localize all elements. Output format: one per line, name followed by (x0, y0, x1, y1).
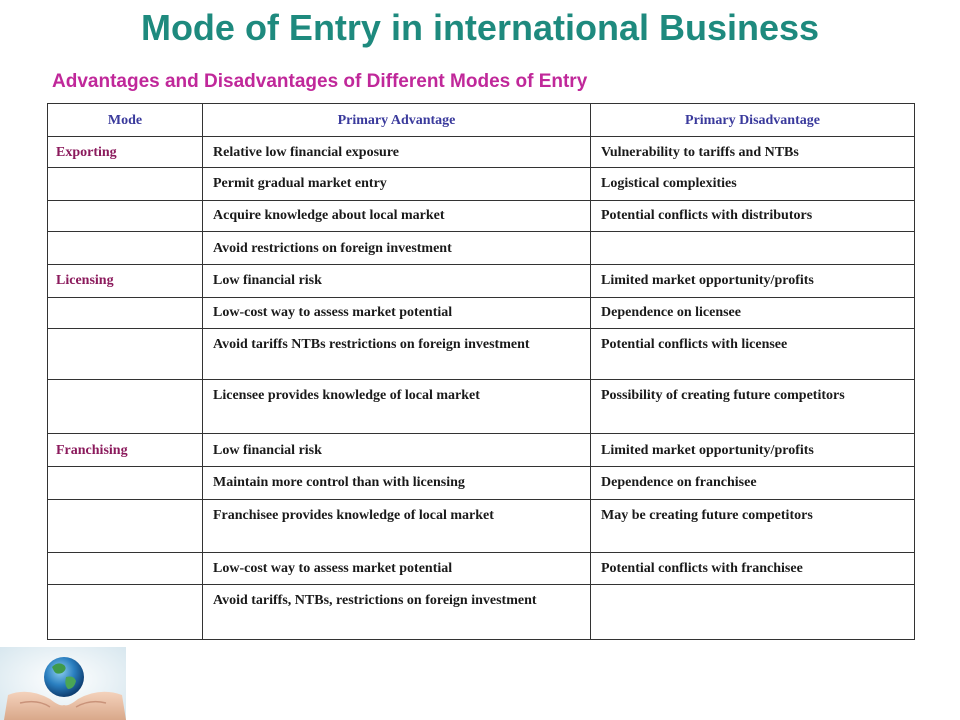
disadvantage-cell: Logistical complexities (591, 168, 915, 200)
advantage-cell: Relative low financial exposure (203, 137, 591, 168)
table-row (48, 380, 915, 434)
table-row (48, 467, 915, 499)
advantage-cell: Maintain more control than with licensing (203, 467, 591, 499)
disadvantage-cell: Limited market opportunity/profits (591, 433, 915, 466)
mode-cell (48, 585, 203, 640)
header-primary-advantage: Primary Advantage (203, 104, 591, 137)
disadvantage-cell: Potential conflicts with distributors (591, 200, 915, 231)
table-row (48, 297, 915, 328)
advantage-text: Avoid tariffs, NTBs, restrictions on foreign investment (213, 593, 537, 609)
table-row (48, 585, 915, 640)
table-row (48, 553, 915, 585)
disadvantage-text: May be creating future competitors (601, 507, 813, 523)
table-row (48, 499, 915, 553)
mode-cell (48, 231, 203, 264)
advantage-cell (203, 328, 591, 380)
globe-in-hands-icon (0, 647, 126, 720)
mode-cell (48, 168, 203, 200)
disadvantage-cell: Vulnerability to tariffs and NTBs (591, 137, 915, 168)
disadvantage-text: Possibility of creating future competitors (601, 388, 845, 404)
disadvantage-cell: Limited market opportunity/profits (591, 265, 915, 297)
advantage-text: Avoid tariffs NTBs restrictions on foreign investment (213, 336, 530, 352)
page-subtitle: Advantages and Disadvantages of Different Modes of Entry (52, 71, 588, 92)
advantage-cell: Low financial risk (203, 433, 591, 466)
advantage-cell: Low-cost way to assess market potential (203, 553, 591, 585)
mode-cell (48, 467, 203, 499)
mode-cell (48, 200, 203, 231)
advantage-cell (203, 585, 591, 640)
mode-cell: Licensing (48, 265, 203, 297)
mode-cell (48, 328, 203, 380)
advantage-cell: Low financial risk (203, 265, 591, 297)
disadvantage-cell (591, 231, 915, 264)
disadvantage-cell (591, 328, 915, 380)
disadvantage-cell (591, 380, 915, 434)
header-mode: Mode (48, 104, 203, 137)
disadvantage-cell (591, 585, 915, 640)
mode-cell (48, 499, 203, 553)
page-title: Mode of Entry in international Business (140, 7, 820, 48)
mode-cell: Exporting (48, 137, 203, 168)
mode-cell (48, 553, 203, 585)
table-row (48, 265, 915, 297)
table-row (48, 328, 915, 380)
table-row (48, 200, 915, 231)
disadvantage-cell: Dependence on franchisee (591, 467, 915, 499)
disadvantage-cell: Potential conflicts with franchisee (591, 553, 915, 585)
advantage-cell: Low-cost way to assess market potential (203, 297, 591, 328)
advantage-cell (203, 499, 591, 553)
disadvantage-cell (591, 499, 915, 553)
advantage-text: Licensee provides knowledge of local market (213, 388, 480, 404)
disadvantage-cell: Dependence on licensee (591, 297, 915, 328)
entry-modes-table (47, 103, 915, 640)
advantage-text: Franchisee provides knowledge of local market (213, 507, 494, 523)
mode-cell (48, 297, 203, 328)
mode-cell (48, 380, 203, 434)
table-header-row (48, 104, 915, 137)
advantage-cell (203, 380, 591, 434)
disadvantage-text: Potential conflicts with licensee (601, 336, 788, 352)
table-row (48, 137, 915, 168)
header-primary-disadvantage: Primary Disadvantage (591, 104, 915, 137)
table-row (48, 231, 915, 264)
table-row (48, 433, 915, 466)
advantage-cell: Avoid restrictions on foreign investment (203, 231, 591, 264)
advantage-cell: Acquire knowledge about local market (203, 200, 591, 231)
mode-cell: Franchising (48, 433, 203, 466)
advantage-cell: Permit gradual market entry (203, 168, 591, 200)
table-row (48, 168, 915, 200)
